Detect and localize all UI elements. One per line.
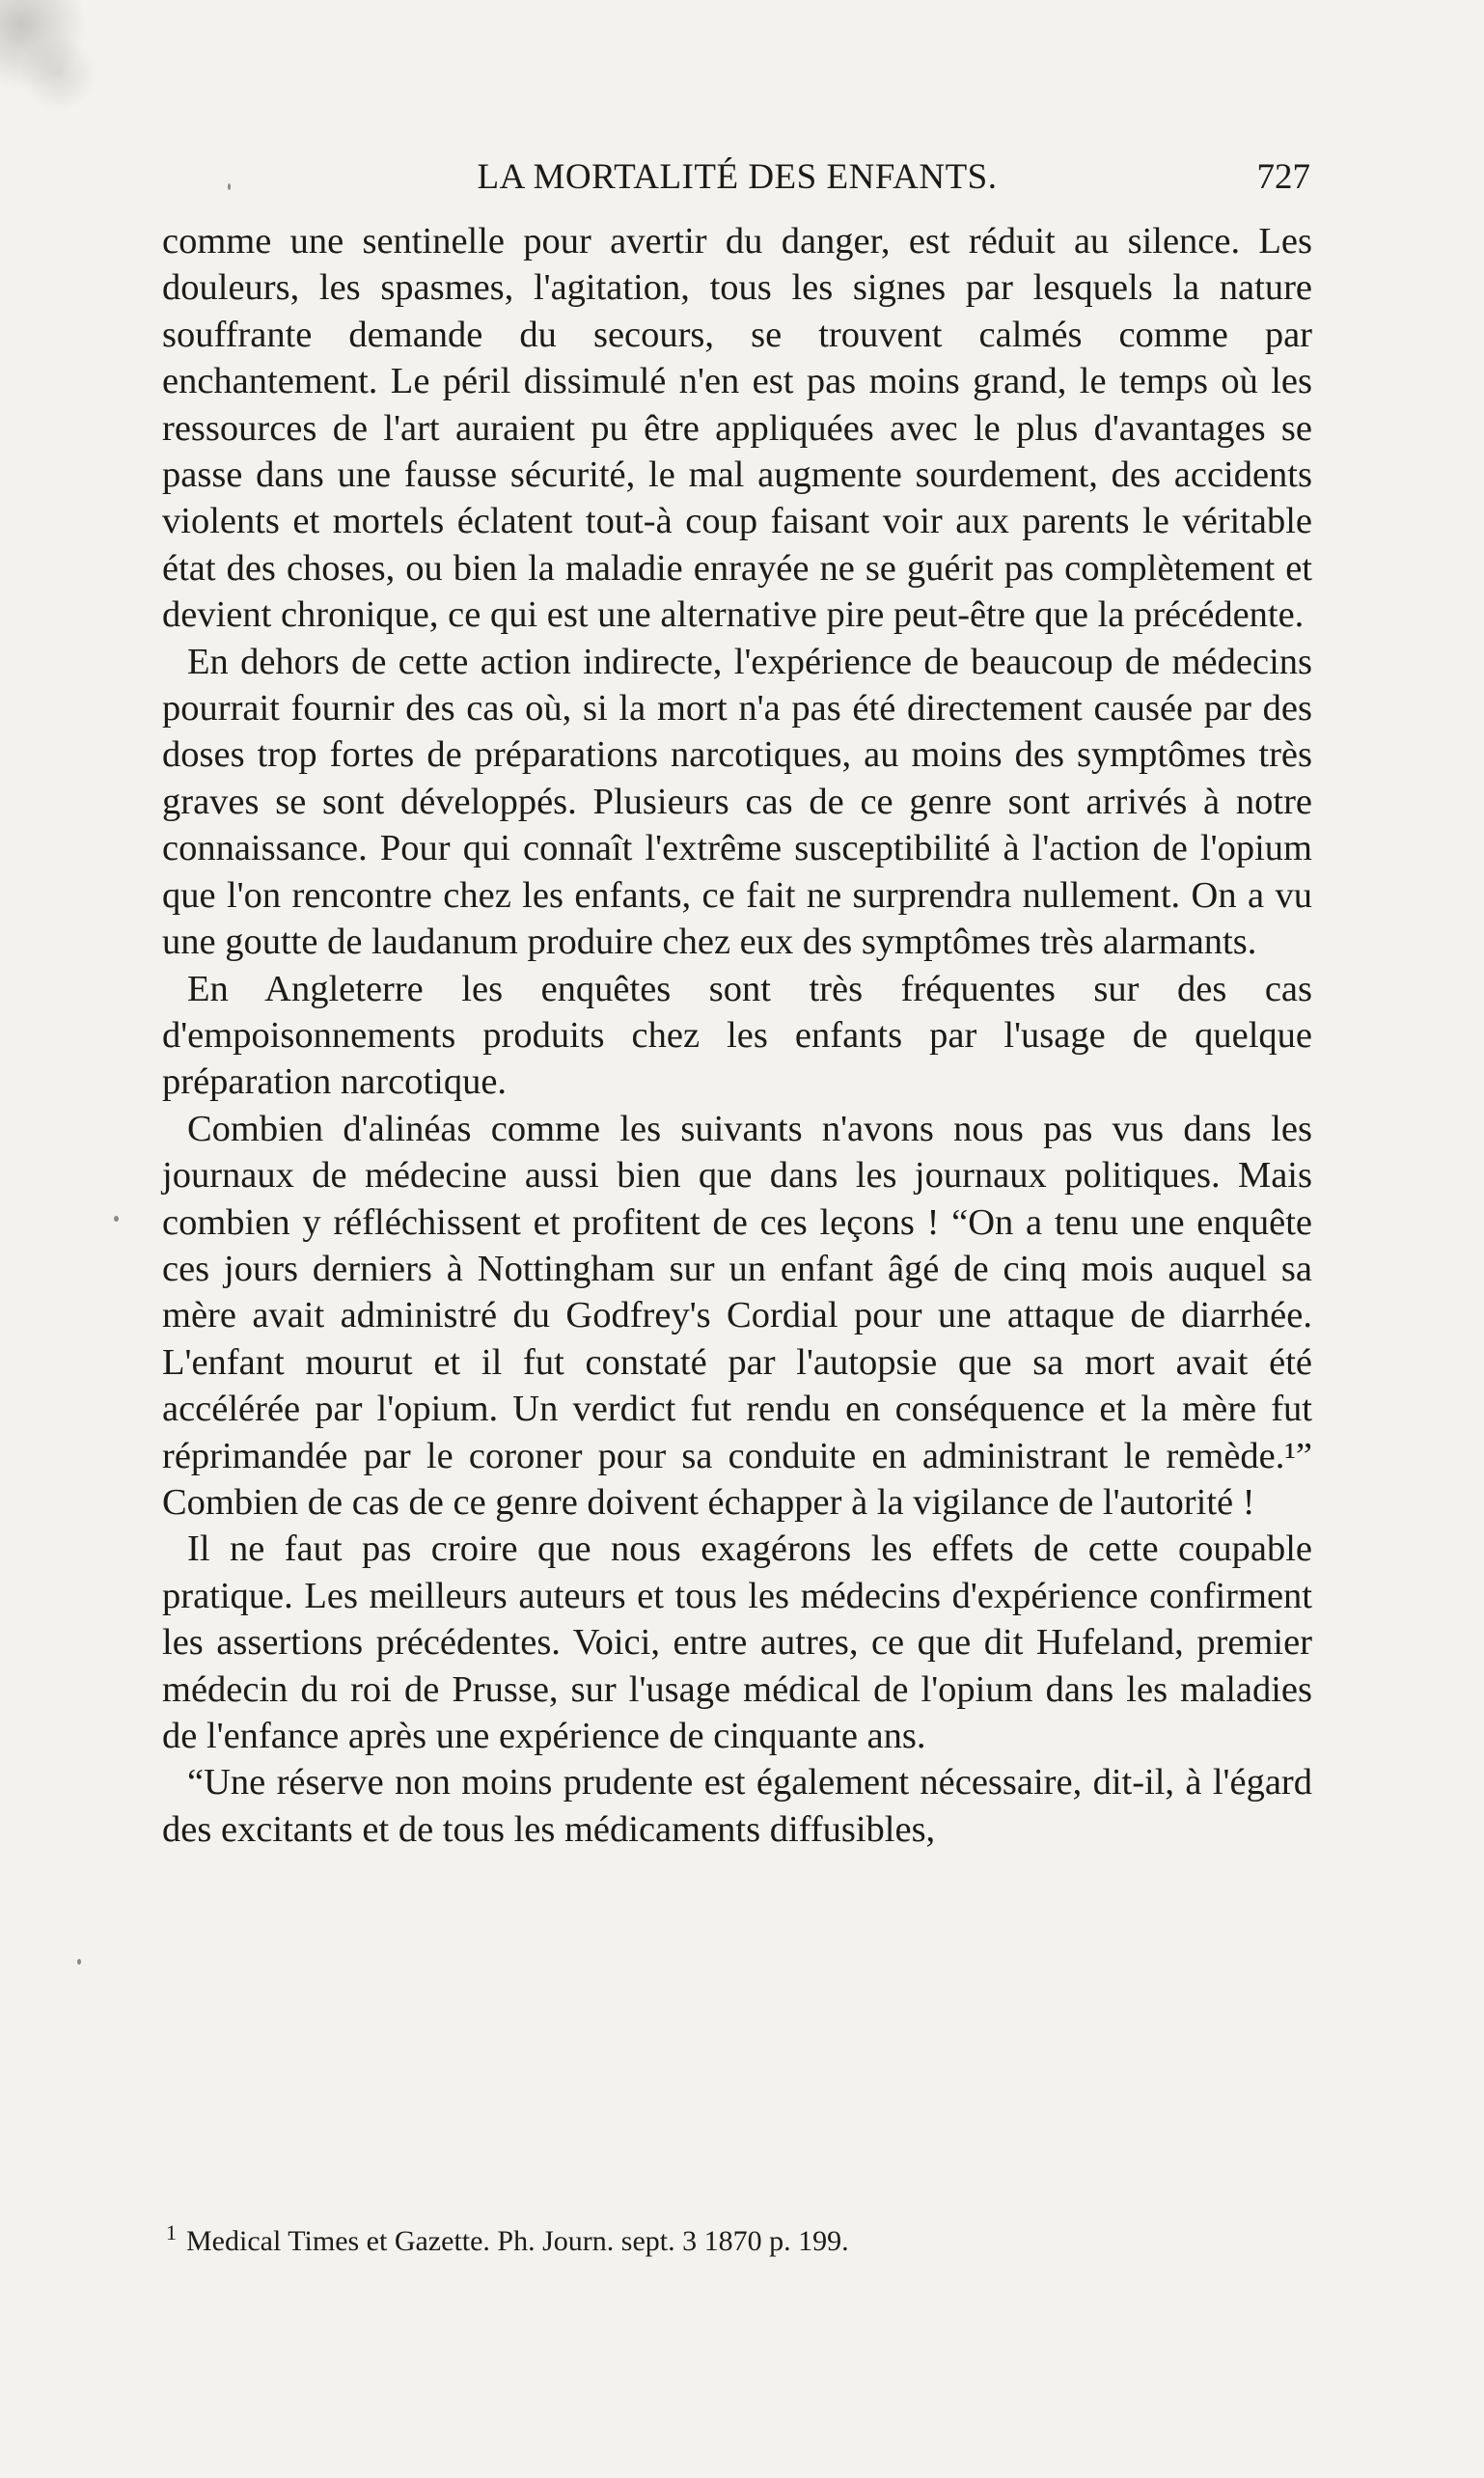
body-text <box>162 218 1312 1853</box>
footnote <box>166 2215 1305 2260</box>
paragraph-1: comme une sentinelle pour avertir du danger, est réduit au silence. Les douleurs, les spasmes, l'agitation, tous les signes par lesquels la nature souffrante demande du secours, se trouvent calmés comme par enchantement. Le péril dissimulé n'en est pas moins grand, le temps où les ressources de l'art auraient pu être appliquées avec le plus d'avantages se passe dans une fausse sécurité, le mal augmente sourdement, des accidents violents et mortels éclatent tout-à coup faisant voir aux parents le véritable état des choses, ou bien la maladie enrayée ne se guérit pas complètement et devient chronique, ce qui est une alternative pire peut-être que la précédente. <box>162 221 1312 636</box>
paragraph-2: En dehors de cette action indirecte, l'expérience de beaucoup de médecins pourrait fournir des cas où, si la mort n'a pas été directement causée par des doses trop fortes de préparations narcotiques, au moins des symptômes très graves se sont développés. Plusieurs cas de ce genre sont arrivés à notre connaissance. Pour qui connaît l'extrême susceptibilité à l'action de l'opium que l'on rencontre chez les enfants, ce fait ne surprendra nullement. On a vu une goutte de laudanum produire chez eux des symptômes très alarmants. <box>162 641 1312 963</box>
paragraph-5: Il ne faut pas croire que nous exagérons les effets de cette coupable pratique. Les meilleurs auteurs et tous les médecins d'expérience confirment les assertions précédentes. Voici, entre autres, ce que dit Hufeland, premier médecin du roi de Prusse, sur l'usage médical de l'opium dans les maladies de l'enfance après une expérience de cinquante ans. <box>162 1528 1312 1756</box>
paragraph-3: En Angleterre les enquêtes sont très fréquentes sur des cas d'empoisonnements produits chez les enfants par l'usage de quelque préparation narcotique. <box>162 968 1312 1103</box>
footnote-text: Medical Times et Gazette. Ph. Journ. sept. 3 1870 p. 199. <box>186 2225 849 2257</box>
scan-speck <box>77 1959 81 1965</box>
paragraph-4: Combien d'alinéas comme les suivants n'avons nous pas vus dans les journaux de médecine aussi bien que dans les journaux politiques. Mais combien y réfléchissent et profitent de ces leçons ! “On a tenu une enquête ces jours derniers à Nottingham sur un enfant âgé de cinq mois auquel sa mère avait administré du Godfrey's Cordial pour une attaque de diarrhée. L'enfant mourut et il fut constaté par l'autopsie que sa mort avait été accélérée par l'opium. Un verdict fut rendu en conséquence et la mère fut réprimandée par le coroner pour sa conduite en administrant le remède.¹” Combien de cas de ce genre doivent échapper à la vigilance de l'autorité ! <box>162 1108 1312 1523</box>
scan-edge-noise <box>0 0 106 164</box>
scan-speck <box>114 1216 119 1222</box>
paragraph-6: “Une réserve non moins prudente est également nécessaire, dit-il, à l'égard des excitants et de tous les médicaments diffusibles, <box>162 1762 1312 1850</box>
footnote-marker: 1 <box>166 2220 177 2244</box>
running-title: LA MORTALITÉ DES ENFANTS. <box>477 157 998 197</box>
page-header <box>164 156 1310 205</box>
page-number: 727 <box>1256 157 1310 197</box>
scan-speck <box>228 183 231 190</box>
